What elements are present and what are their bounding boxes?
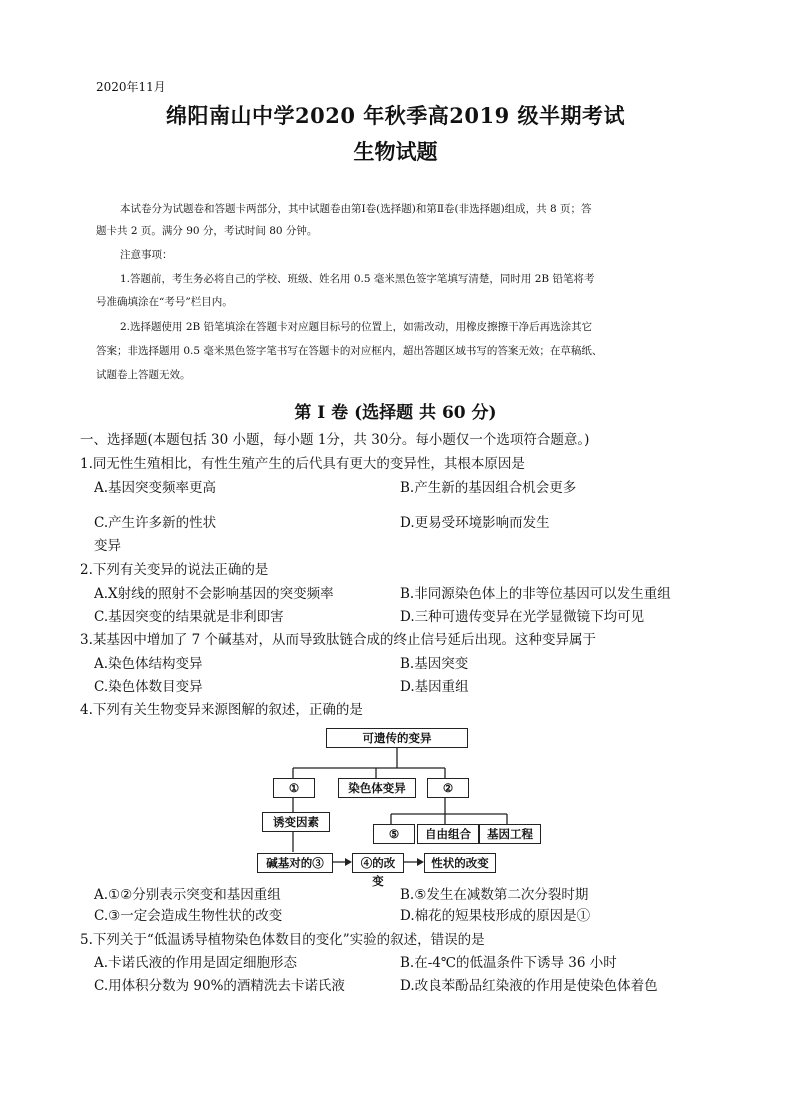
question-4-option-a: A.①②分别表示突变和基因重组: [94, 887, 281, 903]
question-1-option-a: A.基因突变频率更高: [94, 480, 217, 496]
question-4-option-c: C.③一定会造成生物性状的改变: [94, 908, 283, 924]
question-1-option-c-cont: 变异: [94, 538, 121, 554]
diagram-box-5: ⑤: [373, 824, 415, 844]
question-3-option-d: D.基因重组: [400, 679, 469, 695]
question-3-stem: 3.某基因中增加了 7 个碱基对，从而导致肽链合成的终止信号延后出现。这种变异属于: [80, 632, 597, 648]
diagram-box-2: ②: [427, 778, 469, 798]
question-4-option-b: B.⑤发生在减数第二次分裂时期: [400, 887, 589, 903]
diagram-box-heritable-variation: 可遗传的变异: [326, 728, 468, 748]
diagram-box-mutagenic-factors: 诱变因素: [262, 812, 330, 832]
diagram-box-free-combination: 自由组合: [417, 824, 479, 844]
notice-caution-label: 注意事项：: [120, 249, 173, 261]
diagram-box-1: ①: [273, 778, 315, 798]
diagram-box-change-4: ④的改变: [352, 853, 404, 873]
question-2-option-b: B.非同源染色体上的非等位基因可以发生重组: [400, 586, 671, 602]
question-2-option-a: A.X射线的照射不会影响基因的突变频率: [94, 586, 334, 602]
diagram-box-genetic-engineering: 基因工程: [479, 824, 541, 844]
question-5-option-b: B.在-4℃的低温条件下诱导 36 小时: [400, 955, 617, 971]
notice-item2-line2: 答案；非选择题用 0.5 毫米黑色签字笔书写在答题卡的对应框内，超出答题区域书写的答案无效；在草稿纸、: [96, 345, 603, 357]
question-1-option-d: D.更易受环境影响而发生: [400, 515, 550, 531]
question-3-option-a: A.染色体结构变异: [94, 656, 203, 672]
notice-item1-line2: 号准确填涂在“考号”栏目内。: [96, 296, 233, 308]
notice-intro-line2: 题卡共 2 页。满分 90 分，考试时间 80 分钟。: [96, 225, 318, 237]
exam-date: 2020年11月: [96, 80, 166, 94]
exam-subtitle: 生物试题: [353, 139, 438, 164]
diagram-box-base-pair: 碱基对的③: [257, 853, 333, 873]
question-2-stem: 2.下列有关变异的说法正确的是: [80, 562, 269, 578]
question-3-option-b: B.基因突变: [400, 656, 469, 672]
diagram-box-chromosome-variation: 染色体变异: [338, 778, 416, 798]
question-1-option-b: B.产生新的基因组合机会更多: [400, 480, 577, 496]
question-2-option-c: C.基因突变的结果就是非利即害: [94, 609, 284, 625]
question-5-stem: 5.下列关于“低温诱导植物染色体数目的变化”实验的叙述，错误的是: [80, 932, 485, 948]
notice-item1-line1: 1.答题前，考生务必将自己的学校、班级、姓名用 0.5 毫米黑色签字笔填写清楚，同时用 2B 铅笔将考: [120, 273, 595, 285]
notice-item2-line1: 2.选择题使用 2B 铅笔填涂在答题卡对应题目标号的位置上，如需改动，用橡皮擦擦干净后再选涂其它: [120, 321, 593, 333]
question-1-stem: 1.同无性生殖相比，有性生殖产生的后代具有更大的变异性，其根本原因是: [80, 456, 525, 472]
section-part1: 一、选择题(本题包括 30 小题，每小题 1分，共 30分。每小题仅一个选项符合题意。): [80, 432, 590, 448]
exam-title: 绵阳南山中学2020 年秋季高2019 级半期考试: [165, 103, 625, 128]
diagram-box-trait-change: 性状的改变: [424, 853, 496, 873]
question-5-option-d: D.改良苯酚品红染液的作用是使染色体着色: [400, 978, 658, 994]
section-title: 第 I 卷 (选择题 共 60 分): [294, 403, 497, 423]
notice-item2-line3: 试题卷上答题无效。: [96, 369, 191, 381]
question-4-option-d: D.棉花的短果枝形成的原因是①: [400, 908, 591, 924]
question-1-option-c: C.产生许多新的性状: [94, 515, 217, 531]
question-5-option-c: C.用体积分数为 90%的酒精洗去卡诺氏液: [94, 978, 345, 994]
question-5-option-a: A.卡诺氏液的作用是固定细胞形态: [94, 955, 298, 971]
question-3-option-c: C.染色体数目变异: [94, 679, 203, 695]
question-2-option-d: D.三种可遗传变异在光学显微镜下均可见: [400, 609, 645, 625]
notice-intro-line1: 本试卷分为试题卷和答题卡两部分，其中试题卷由第Ⅰ卷(选择题)和第Ⅱ卷(非选择题)组成，共 8 页；答: [120, 203, 592, 215]
question-4-stem: 4.下列有关生物变异来源图解的叙述，正确的是: [80, 702, 363, 718]
variation-source-diagram: [255, 722, 535, 888]
